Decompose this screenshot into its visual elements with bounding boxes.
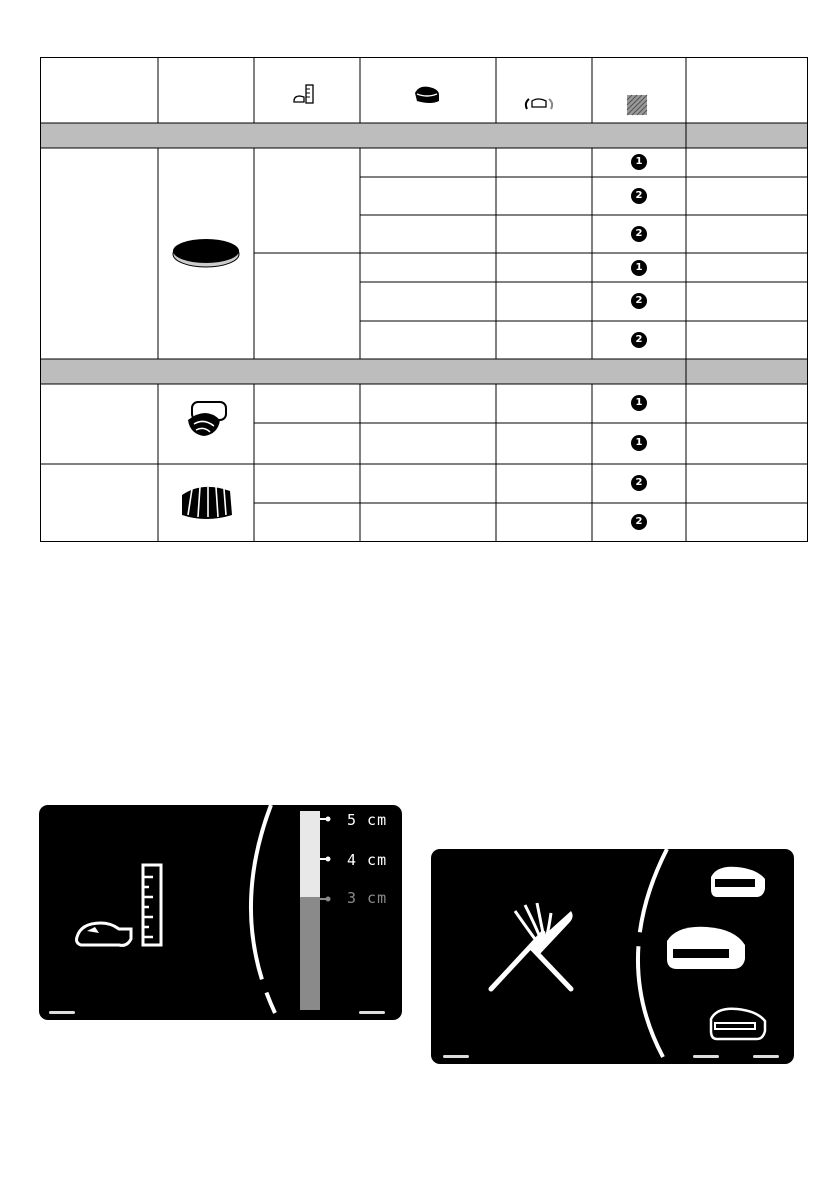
thickness-header-icon bbox=[294, 85, 313, 103]
rolled-meat-icon bbox=[188, 402, 226, 436]
step-badge: 2 bbox=[631, 475, 647, 491]
rest-header-icon bbox=[627, 95, 647, 115]
step-badge: 2 bbox=[631, 332, 647, 348]
table-grid bbox=[40, 57, 808, 542]
step-badge: 1 bbox=[631, 154, 647, 170]
step-badge: 1 bbox=[631, 435, 647, 451]
step-badge: 1 bbox=[631, 395, 647, 411]
thickness-bar-fill bbox=[300, 897, 320, 1010]
thickness-display-graphics bbox=[39, 805, 402, 1020]
thickness-bar-track bbox=[300, 811, 320, 897]
steak-icon-small-top bbox=[711, 867, 765, 897]
display-arc bbox=[251, 805, 275, 1013]
middle-dash-indicator bbox=[693, 1055, 719, 1058]
step-badge: 2 bbox=[631, 293, 647, 309]
left-dash-indicator bbox=[443, 1055, 469, 1058]
scale-ticks bbox=[320, 817, 331, 902]
scale-label-5cm: 5 cm bbox=[347, 811, 388, 829]
steak-ruler-icon bbox=[77, 865, 162, 945]
steak-icon-small-bottom bbox=[711, 1009, 765, 1039]
scale-label-3cm: 3 cm bbox=[347, 889, 388, 907]
steak-icon-large bbox=[667, 927, 745, 969]
left-dash-indicator bbox=[49, 1011, 75, 1014]
display-arc bbox=[638, 849, 667, 1057]
oval-steak-icon bbox=[173, 239, 239, 267]
cooking-table bbox=[40, 57, 808, 542]
step-badge: 1 bbox=[631, 260, 647, 276]
step-badge: 2 bbox=[631, 514, 647, 530]
right-dash-indicator bbox=[359, 1011, 385, 1014]
turn-over-header-icon bbox=[526, 99, 552, 109]
fork-knife-icon bbox=[491, 903, 573, 989]
section-band-2 bbox=[40, 359, 808, 384]
right-dash-indicator bbox=[753, 1055, 779, 1058]
doneness-display bbox=[431, 849, 794, 1064]
roast-icon bbox=[182, 487, 232, 519]
doneness-display-graphics bbox=[431, 849, 794, 1064]
steak-header-icon bbox=[415, 87, 439, 103]
step-badge: 2 bbox=[631, 188, 647, 204]
section-band-1 bbox=[40, 123, 808, 148]
scale-label-4cm: 4 cm bbox=[347, 851, 388, 869]
step-badge: 2 bbox=[631, 226, 647, 242]
thickness-display bbox=[39, 805, 402, 1020]
